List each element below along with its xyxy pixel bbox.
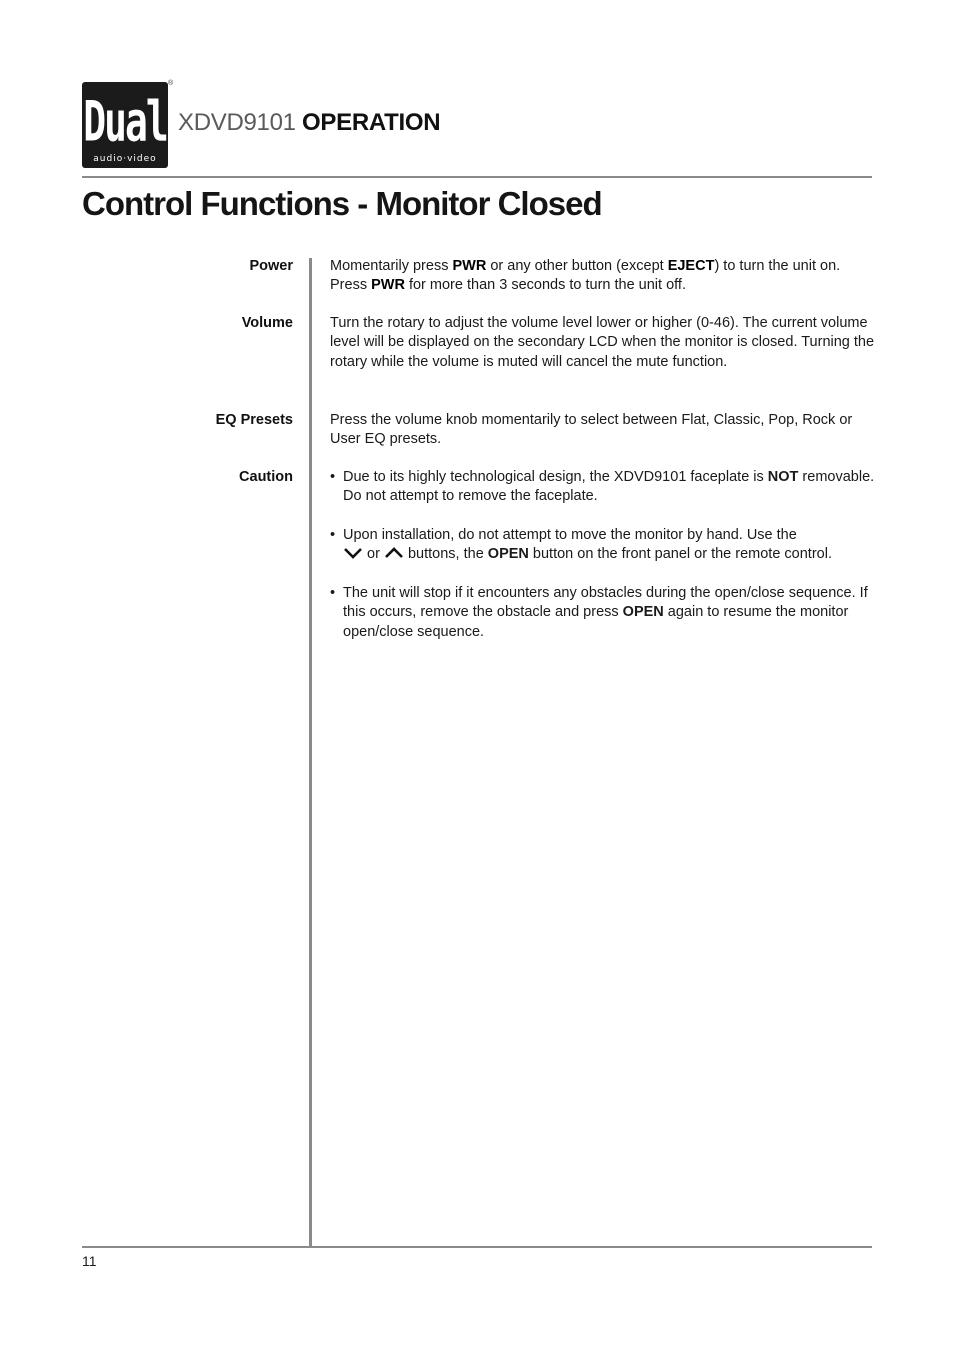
logo-brand: Dual [83, 89, 167, 154]
logo-tagline: audio·video [93, 154, 157, 164]
caution-bullet-2: • Upon installation, do not attempt to move the monitor by hand. Use the or buttons, the OPEN button on the front panel or the remote control. [330, 527, 832, 563]
chevron-down-icon [343, 547, 363, 559]
bullet-dot: • [330, 469, 336, 485]
label-volume: Volume [241, 315, 293, 331]
header-model: XDVD9101 [178, 109, 296, 136]
label-power: Power [249, 258, 293, 274]
caution-bullet-1: • Due to its highly technological design, the XDVD9101 faceplate is NOT removable. Do not attempt to remove the faceplate. [330, 469, 875, 505]
header-section: OPERATION [302, 109, 441, 136]
registered-mark: ® [168, 80, 174, 87]
chevron-up-icon [384, 547, 404, 559]
label-eq-presets: EQ Presets [215, 412, 293, 428]
page-title: Control Functions - Monitor Closed [82, 185, 602, 222]
caution-bullet-3: • The unit will stop if it encounters any obstacles during the open/close sequence. If this occurs, remove the obstacle and press OPEN again to resume the monitor open/close sequence. [330, 585, 868, 640]
dual-logo [82, 82, 168, 168]
text-power: Momentarily press PWR or any other button (except EJECT) to turn the unit on. Press PWR for more than 3 seconds to turn the unit off. [330, 258, 841, 294]
bottom-rule [82, 1246, 872, 1248]
bullet-dot: • [330, 585, 336, 601]
bullet-dot: • [330, 527, 336, 543]
header-title [178, 108, 440, 138]
text-eq-presets: Press the volume knob momentarily to select between Flat, Classic, Pop, Rock or User EQ presets. [330, 412, 853, 448]
page-number: 11 [82, 1253, 97, 1269]
column-divider [309, 258, 312, 1248]
top-rule [82, 176, 872, 178]
label-caution: Caution [239, 469, 293, 485]
text-volume: Turn the rotary to adjust the volume level lower or higher (0-46). The current volume level will be displayed on the secondary LCD when the monitor is closed. Turning the rotary while the volume is muted will cancel the mute function. [330, 315, 875, 370]
